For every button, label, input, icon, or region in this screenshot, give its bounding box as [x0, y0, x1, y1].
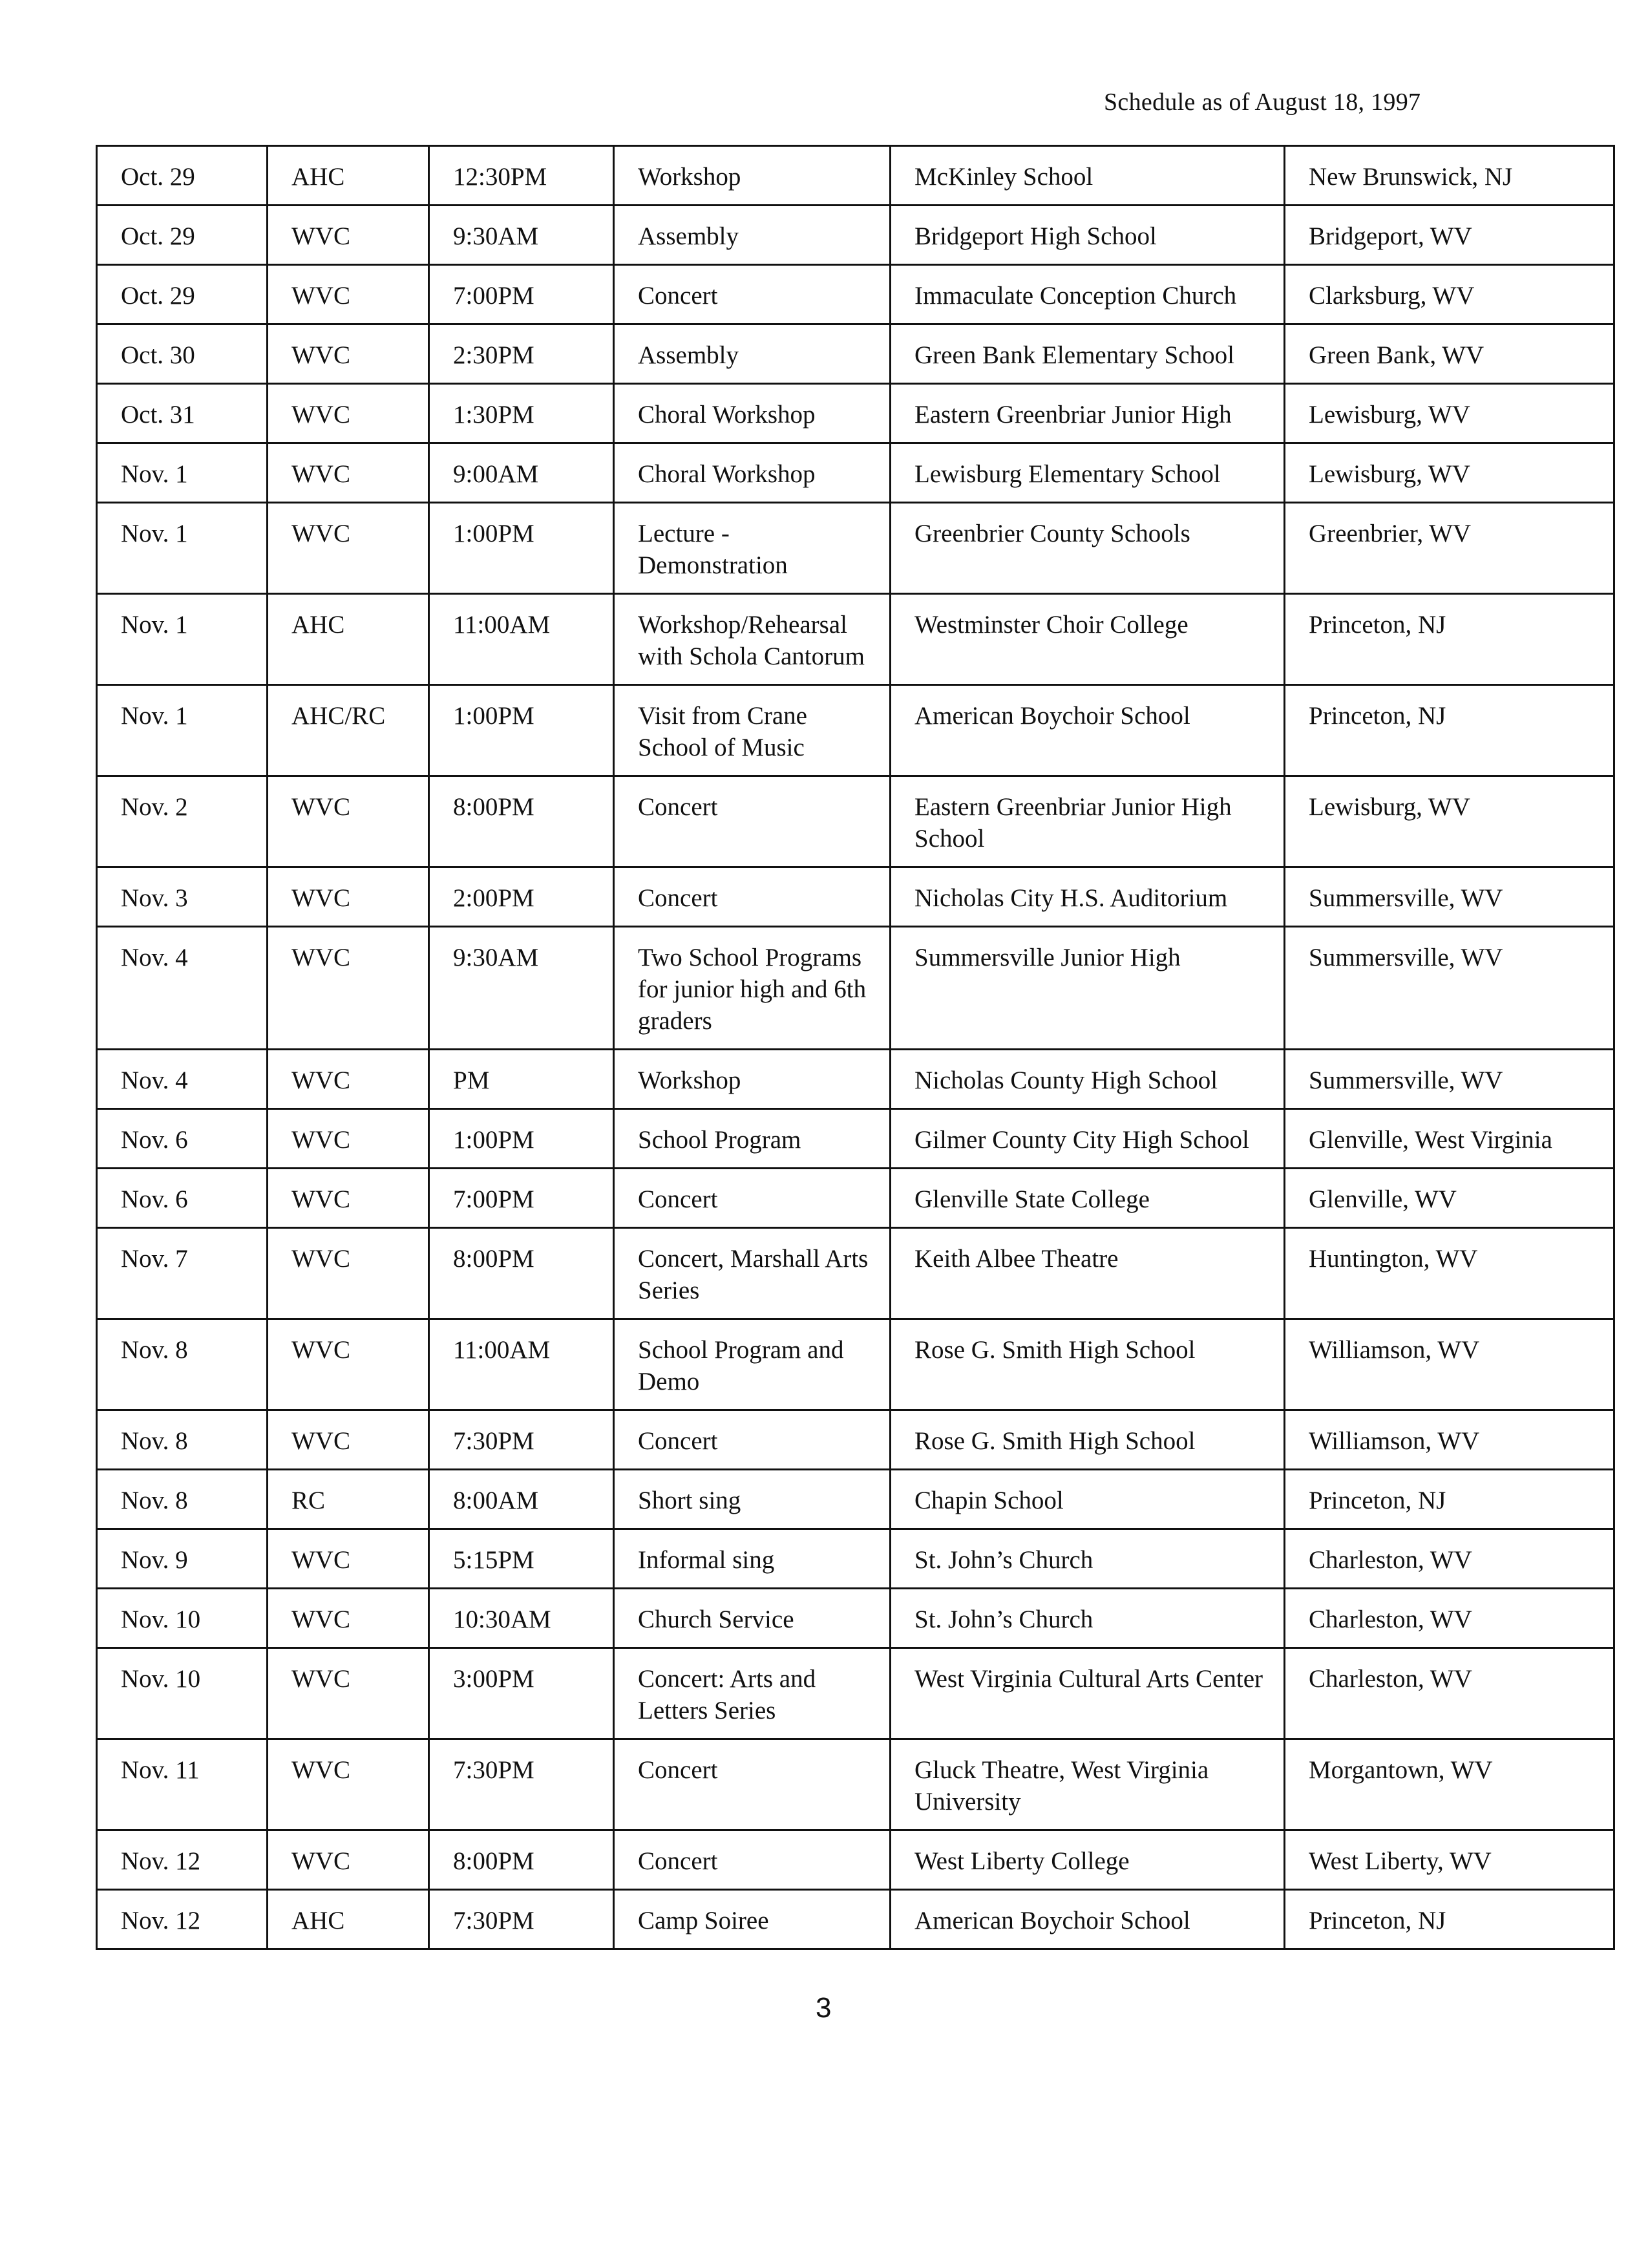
table-row [97, 1319, 1614, 1410]
group-cell: WVC [268, 1410, 429, 1470]
group-cell: WVC [268, 206, 429, 265]
table-row [97, 1470, 1614, 1529]
group-cell: WVC [268, 927, 429, 1050]
location-cell: Charleston, WV [1285, 1529, 1614, 1589]
event-cell: Visit from Crane School of Music [614, 685, 891, 776]
table-row [97, 1228, 1614, 1319]
location-cell: Huntington, WV [1285, 1228, 1614, 1319]
group-cell: WVC [268, 1319, 429, 1410]
time-cell: 3:00PM [429, 1648, 614, 1739]
location-cell: Morgantown, WV [1285, 1739, 1614, 1830]
venue-cell: American Boychoir School [891, 685, 1285, 776]
venue-cell: Gluck Theatre, West Virginia University [891, 1739, 1285, 1830]
time-cell: 12:30PM [429, 146, 614, 206]
event-cell: Workshop [614, 146, 891, 206]
group-cell: WVC [268, 1589, 429, 1648]
time-cell: 10:30AM [429, 1589, 614, 1648]
location-cell: Princeton, NJ [1285, 594, 1614, 685]
event-cell: Workshop/Rehearsal with Schola Cantorum [614, 594, 891, 685]
time-cell: 9:00AM [429, 443, 614, 503]
date-cell: Oct. 31 [97, 384, 268, 443]
date-cell: Nov. 2 [97, 776, 268, 867]
location-cell: Bridgeport, WV [1285, 206, 1614, 265]
time-cell: 8:00AM [429, 1470, 614, 1529]
location-cell: Greenbrier, WV [1285, 503, 1614, 594]
event-cell: Choral Workshop [614, 443, 891, 503]
table-row [97, 1529, 1614, 1589]
group-cell: AHC [268, 1890, 429, 1949]
time-cell: 11:00AM [429, 594, 614, 685]
event-cell: Concert [614, 265, 891, 324]
table-row [97, 443, 1614, 503]
table-row [97, 1589, 1614, 1648]
table-row [97, 206, 1614, 265]
date-cell: Oct. 30 [97, 324, 268, 384]
event-cell: Concert: Arts and Letters Series [614, 1648, 891, 1739]
group-cell: WVC [268, 1228, 429, 1319]
location-cell: Princeton, NJ [1285, 685, 1614, 776]
event-cell: Concert [614, 867, 891, 927]
table-row [97, 1109, 1614, 1169]
table-row [97, 503, 1614, 594]
group-cell: WVC [268, 324, 429, 384]
date-cell: Nov. 8 [97, 1319, 268, 1410]
table-row [97, 776, 1614, 867]
venue-cell: Lewisburg Elementary School [891, 443, 1285, 503]
table-row [97, 146, 1614, 206]
group-cell: RC [268, 1470, 429, 1529]
venue-cell: West Virginia Cultural Arts Center [891, 1648, 1285, 1739]
schedule-date-note: Schedule as of August 18, 1997 [1104, 89, 1421, 116]
event-cell: Camp Soiree [614, 1890, 891, 1949]
time-cell: 8:00PM [429, 1830, 614, 1890]
location-cell: Green Bank, WV [1285, 324, 1614, 384]
venue-cell: Westminster Choir College [891, 594, 1285, 685]
time-cell: 7:30PM [429, 1890, 614, 1949]
location-cell: Williamson, WV [1285, 1319, 1614, 1410]
date-cell: Nov. 1 [97, 503, 268, 594]
venue-cell: Greenbrier County Schools [891, 503, 1285, 594]
group-cell: WVC [268, 443, 429, 503]
table-row [97, 1648, 1614, 1739]
location-cell: West Liberty, WV [1285, 1830, 1614, 1890]
time-cell: 1:00PM [429, 685, 614, 776]
date-cell: Nov. 4 [97, 927, 268, 1050]
time-cell: 7:30PM [429, 1410, 614, 1470]
event-cell: Choral Workshop [614, 384, 891, 443]
venue-cell: Chapin School [891, 1470, 1285, 1529]
time-cell: 7:00PM [429, 265, 614, 324]
event-cell: Assembly [614, 206, 891, 265]
time-cell: 5:15PM [429, 1529, 614, 1589]
venue-cell: Bridgeport High School [891, 206, 1285, 265]
venue-cell: St. John’s Church [891, 1529, 1285, 1589]
location-cell: Summersville, WV [1285, 1050, 1614, 1109]
group-cell: WVC [268, 1050, 429, 1109]
location-cell: Lewisburg, WV [1285, 443, 1614, 503]
date-cell: Nov. 12 [97, 1830, 268, 1890]
location-cell: Charleston, WV [1285, 1589, 1614, 1648]
venue-cell: Eastern Greenbriar Junior High School [891, 776, 1285, 867]
event-cell: Two School Programs for junior high and 6th graders [614, 927, 891, 1050]
location-cell: Charleston, WV [1285, 1648, 1614, 1739]
table-row [97, 384, 1614, 443]
table-row [97, 1169, 1614, 1228]
table-row [97, 594, 1614, 685]
event-cell: Lecture - Demonstration [614, 503, 891, 594]
group-cell: WVC [268, 1529, 429, 1589]
group-cell: WVC [268, 384, 429, 443]
venue-cell: Nicholas City H.S. Auditorium [891, 867, 1285, 927]
date-cell: Nov. 7 [97, 1228, 268, 1319]
location-cell: Summersville, WV [1285, 867, 1614, 927]
location-cell: Summersville, WV [1285, 927, 1614, 1050]
date-cell: Nov. 1 [97, 443, 268, 503]
time-cell: 8:00PM [429, 1228, 614, 1319]
venue-cell: Keith Albee Theatre [891, 1228, 1285, 1319]
venue-cell: Green Bank Elementary School [891, 324, 1285, 384]
location-cell: New Brunswick, NJ [1285, 146, 1614, 206]
venue-cell: American Boychoir School [891, 1890, 1285, 1949]
date-cell: Oct. 29 [97, 146, 268, 206]
schedule-table-body [97, 146, 1614, 1949]
date-cell: Nov. 8 [97, 1410, 268, 1470]
event-cell: School Program and Demo [614, 1319, 891, 1410]
group-cell: WVC [268, 1169, 429, 1228]
group-cell: AHC [268, 594, 429, 685]
venue-cell: Eastern Greenbriar Junior High [891, 384, 1285, 443]
location-cell: Glenville, West Virginia [1285, 1109, 1614, 1169]
time-cell: 7:30PM [429, 1739, 614, 1830]
time-cell: 8:00PM [429, 776, 614, 867]
time-cell: 2:30PM [429, 324, 614, 384]
location-cell: Clarksburg, WV [1285, 265, 1614, 324]
location-cell: Williamson, WV [1285, 1410, 1614, 1470]
group-cell: WVC [268, 1109, 429, 1169]
event-cell: Assembly [614, 324, 891, 384]
date-cell: Oct. 29 [97, 265, 268, 324]
time-cell: 2:00PM [429, 867, 614, 927]
date-cell: Nov. 12 [97, 1890, 268, 1949]
event-cell: Concert [614, 1739, 891, 1830]
date-cell: Nov. 10 [97, 1648, 268, 1739]
venue-cell: Rose G. Smith High School [891, 1319, 1285, 1410]
table-row [97, 927, 1614, 1050]
date-cell: Nov. 11 [97, 1739, 268, 1830]
time-cell: 9:30AM [429, 927, 614, 1050]
date-cell: Nov. 3 [97, 867, 268, 927]
page-number: 3 [816, 1992, 832, 2024]
date-cell: Nov. 6 [97, 1109, 268, 1169]
group-cell: WVC [268, 867, 429, 927]
table-row [97, 265, 1614, 324]
venue-cell: St. John’s Church [891, 1589, 1285, 1648]
group-cell: WVC [268, 1830, 429, 1890]
date-cell: Nov. 4 [97, 1050, 268, 1109]
group-cell: WVC [268, 503, 429, 594]
table-row [97, 1890, 1614, 1949]
venue-cell: Gilmer County City High School [891, 1109, 1285, 1169]
location-cell: Lewisburg, WV [1285, 776, 1614, 867]
time-cell: 1:30PM [429, 384, 614, 443]
date-cell: Nov. 8 [97, 1470, 268, 1529]
time-cell: 11:00AM [429, 1319, 614, 1410]
group-cell: WVC [268, 1648, 429, 1739]
event-cell: Workshop [614, 1050, 891, 1109]
event-cell: Concert [614, 1410, 891, 1470]
venue-cell: West Liberty College [891, 1830, 1285, 1890]
venue-cell: McKinley School [891, 146, 1285, 206]
group-cell: WVC [268, 776, 429, 867]
event-cell: Short sing [614, 1470, 891, 1529]
event-cell: Informal sing [614, 1529, 891, 1589]
table-row [97, 685, 1614, 776]
time-cell: 1:00PM [429, 503, 614, 594]
event-cell: Concert [614, 776, 891, 867]
date-cell: Oct. 29 [97, 206, 268, 265]
date-cell: Nov. 9 [97, 1529, 268, 1589]
date-cell: Nov. 10 [97, 1589, 268, 1648]
time-cell: 9:30AM [429, 206, 614, 265]
time-cell: PM [429, 1050, 614, 1109]
group-cell: AHC [268, 146, 429, 206]
time-cell: 1:00PM [429, 1109, 614, 1169]
event-cell: Concert, Marshall Arts Series [614, 1228, 891, 1319]
location-cell: Lewisburg, WV [1285, 384, 1614, 443]
date-cell: Nov. 6 [97, 1169, 268, 1228]
time-cell: 7:00PM [429, 1169, 614, 1228]
venue-cell: Glenville State College [891, 1169, 1285, 1228]
event-cell: Concert [614, 1169, 891, 1228]
venue-cell: Rose G. Smith High School [891, 1410, 1285, 1470]
date-cell: Nov. 1 [97, 594, 268, 685]
location-cell: Princeton, NJ [1285, 1470, 1614, 1529]
event-cell: Concert [614, 1830, 891, 1890]
venue-cell: Nicholas County High School [891, 1050, 1285, 1109]
event-cell: Church Service [614, 1589, 891, 1648]
location-cell: Glenville, WV [1285, 1169, 1614, 1228]
venue-cell: Immaculate Conception Church [891, 265, 1285, 324]
table-row [97, 1830, 1614, 1890]
table-row [97, 1410, 1614, 1470]
schedule-table [96, 145, 1615, 1950]
date-cell: Nov. 1 [97, 685, 268, 776]
location-cell: Princeton, NJ [1285, 1890, 1614, 1949]
table-row [97, 1050, 1614, 1109]
table-row [97, 1739, 1614, 1830]
venue-cell: Summersville Junior High [891, 927, 1285, 1050]
group-cell: WVC [268, 1739, 429, 1830]
group-cell: AHC/RC [268, 685, 429, 776]
table-row [97, 867, 1614, 927]
table-row [97, 324, 1614, 384]
group-cell: WVC [268, 265, 429, 324]
event-cell: School Program [614, 1109, 891, 1169]
